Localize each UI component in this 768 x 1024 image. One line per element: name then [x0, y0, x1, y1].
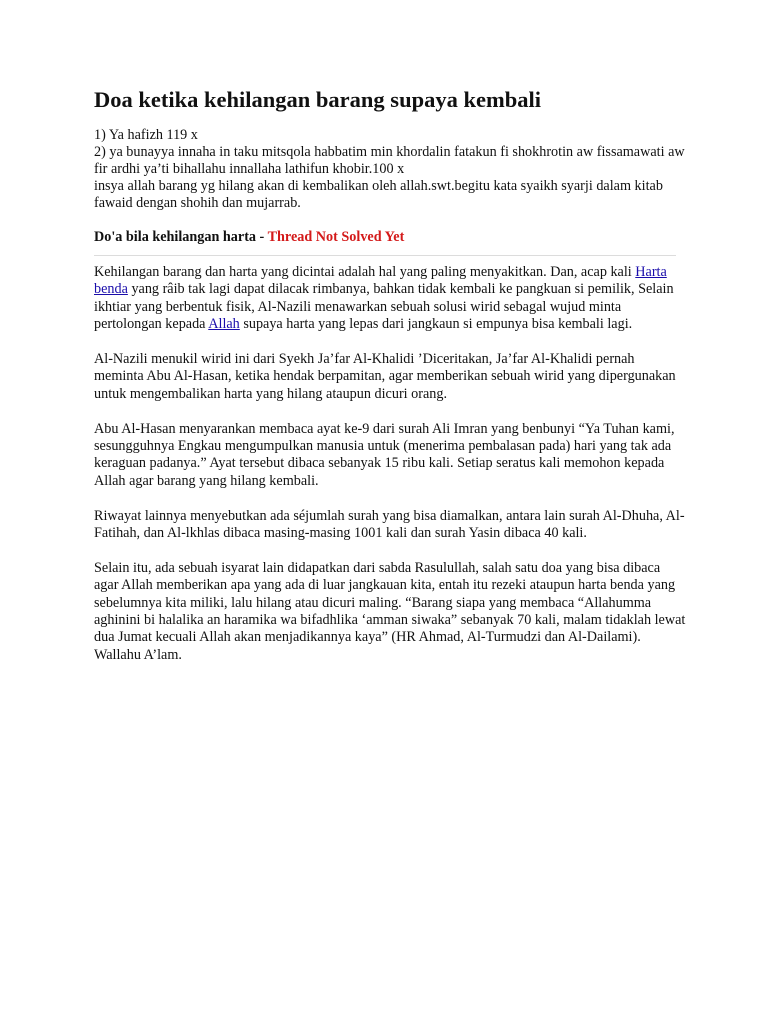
article-paragraph: Selain itu, ada sebuah isyarat lain didapatkan dari sabda Rasulullah, salah satu doa yang bisa dibaca agar Allah memberikan apa yang ada di luar jangkauan kita, entah itu rezeki ataupun harta benda yang sebelumnya kita miliki, lalu hilang atau dicuri maling. “Barang siapa yang membaca “Allahumma aghinini bi halalika an haramika wa bifadhlika ‘amman siwaka” sebanyak 70 kali, malam tidaklah lewat dua Jumat kecuali Allah akan menjadikannya kaya” (HR Ahmad, Al-Turmudzi dan Al-Dailami). Wallahu A’lam.	[94, 559, 686, 663]
intro-line: 2) ya bunayya innaha in taku mitsqola habbatim min khordalin fatakun fi shokhrotin aw fissamawati aw fir ardhi ya’ti bihallahu innallaha lathifun khobir.100 x	[94, 144, 685, 177]
paragraph-text: yang râib tak lagi dapat dilacak rimbanya, bahkan tidak kembali ke pangkuan si pemilik, Selain ikhtiar yang berbentuk fisik, Al-Nazili menawarkan sebuah solusi wirid sebagal wujud minta pertolongan kepada	[94, 281, 674, 333]
section-divider	[94, 255, 676, 256]
allah-link[interactable]: Allah	[208, 316, 240, 333]
thread-heading	[94, 229, 686, 246]
article-paragraph	[94, 264, 686, 334]
harta-benda-link[interactable]: Harta benda	[94, 264, 667, 298]
intro-line: insya allah barang yg hilang akan di kembalikan oleh allah.swt.begitu kata syaikh syarji dalam kitab fawaid dengan shohih dan mujarrab.	[94, 178, 663, 211]
thread-status: Thread Not Solved Yet	[267, 229, 405, 245]
document-page	[94, 86, 686, 682]
article-paragraph: Riwayat lainnya menyebutkan ada séjumlah surah yang bisa diamalkan, antara lain surah Al-Dhuha, Al-Fatihah, dan Al-lkhlas dibaca masing-masing 1001 kali dan surah Yasin dibaca 40 kali.	[94, 507, 685, 542]
paragraph-text: Kehilangan barang dan harta yang dicintai adalah hal yang paling menyakitkan. Dan, acap kali	[94, 264, 636, 280]
document-title: Doa ketika kehilangan barang supaya kembali	[94, 87, 541, 112]
article-paragraph: Al-Nazili menukil wirid ini dari Syekh Ja’far Al-Khalidi ’Diceritakan, Ja’far Al-Khalidi pernah meminta Abu Al-Hasan, ketika hendak berpamitan, agar memberikan sebuah wirid yang dipergunakan untuk mengembalikan harta yang hilang ataupun dicuri orang.	[94, 351, 676, 402]
paragraph-text: supaya harta yang lepas dari jangkaun si empunya bisa kembali lagi.	[239, 316, 633, 333]
intro-block	[94, 127, 686, 212]
intro-line: 1) Ya hafizh 119 x	[94, 127, 198, 143]
article-paragraph: Abu Al-Hasan menyarankan membaca ayat ke-9 dari surah Ali Imran yang benbunyi “Ya Tuhan kami, sesungguhnya Engkau mengumpulkan manusia untuk (menerima pembalasan pada) hari yang tak ada keraguan padanya.” Ayat tersebut dibaca sebanyak 15 ribu kali. Setiap seratus kali memohon kepada Allah agar barang yang hilang kembali.	[94, 420, 675, 489]
thread-heading-text: Do'a bila kehilangan harta -	[94, 229, 268, 245]
article-body	[94, 264, 686, 664]
